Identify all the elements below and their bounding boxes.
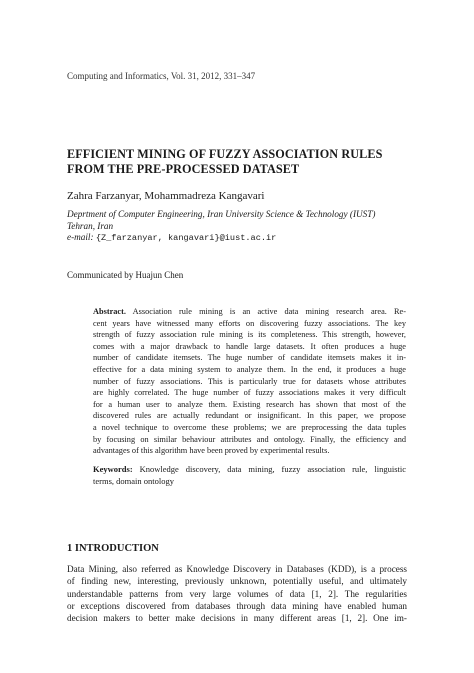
keywords-label: Keywords: xyxy=(93,464,133,474)
abstract-line: a novel technique to overcome these problems; we are preprocessing the data tuples xyxy=(93,422,406,432)
abstract xyxy=(93,306,406,457)
abstract-label: Abstract. xyxy=(93,307,126,316)
abstract-line: number of candidate itemsets. The huge number of candidate itemsets makes it in- xyxy=(93,353,406,363)
email-label: e-mail: xyxy=(67,232,94,242)
abstract-line: advantages of this algorithm have been proved by experimental results. xyxy=(93,446,330,456)
email-address[interactable]: {Z_farzanyar, kangavari}@iust.ac.ir xyxy=(95,233,277,243)
abstract-text: Association rule mining is an active data mining research area. Re- xyxy=(125,307,406,316)
abstract-line: discovered rules are actually redundant or insignificant. In this paper, we propose xyxy=(93,411,406,421)
paper-title xyxy=(67,147,427,177)
abstract-line: comes with a major drawback to handle large datasets. It often produces a huge xyxy=(93,341,406,351)
abstract-line: number of fuzzy associations. This is particularly true for datasets whose attributes xyxy=(93,376,406,386)
abstract-line: strength of fuzzy association rule mining is its completeness. This strength, however, xyxy=(93,330,406,340)
abstract-line: by focusing on similar behaviour attributes and ontology. Finally, the efficiency and xyxy=(93,434,406,444)
body-line: of finding new, interesting, previously unknown, potentially useful, and ultimately xyxy=(67,576,407,587)
keywords-text: Knowledge discovery, data mining, fuzzy association rule, linguistic xyxy=(132,464,406,474)
introduction-body xyxy=(67,563,407,624)
journal-citation: Computing and Informatics, Vol. 31, 2012, 331–347 xyxy=(67,71,256,81)
affiliation-line: Tehran, Iran xyxy=(67,220,114,231)
abstract-line xyxy=(93,306,406,318)
affiliation xyxy=(67,209,412,245)
section-heading: 1 INTRODUCTION xyxy=(67,543,159,554)
body-line: decision makers to better make decisions in many different areas [1, 2]. One im- xyxy=(67,613,407,624)
keywords-line: terms, domain ontology xyxy=(93,476,174,486)
title-line: FROM THE PRE-PROCESSED DATASET xyxy=(67,162,300,176)
body-line: Data Mining, also referred as Knowledge Discovery in Databases (KDD), is a process xyxy=(67,564,407,574)
title-line: EFFICIENT MINING OF FUZZY ASSOCIATION RULES xyxy=(67,147,383,161)
abstract-line: for a human user to analyze them. Existing research has shown that most of the xyxy=(93,399,406,409)
abstract-line: cent years have witnessed many efforts on discovering fuzzy associations. The key xyxy=(93,318,406,328)
abstract-line: effective for a data mining system to analyze them. In the end, it produces a huge xyxy=(93,364,406,374)
keywords xyxy=(93,463,406,487)
keywords-line xyxy=(93,463,406,475)
abstract-line: are highly correlated. The huge number of fuzzy associations makes it very difficult xyxy=(93,388,406,398)
communicated-by: Communicated by Huajun Chen xyxy=(67,270,184,280)
body-line: understandable patterns from very large volumes of data [1, 2]. The regularities xyxy=(67,588,407,599)
email-line xyxy=(67,232,412,245)
affiliation-line: Deprtment of Computer Engineering, Iran University Science & Technology (IUST) xyxy=(67,209,376,219)
body-line: or exceptions discovered from databases through data mining have enabled human xyxy=(67,600,407,611)
author-list: Zahra Farzanyar, Mohammadreza Kangavari xyxy=(67,190,265,202)
